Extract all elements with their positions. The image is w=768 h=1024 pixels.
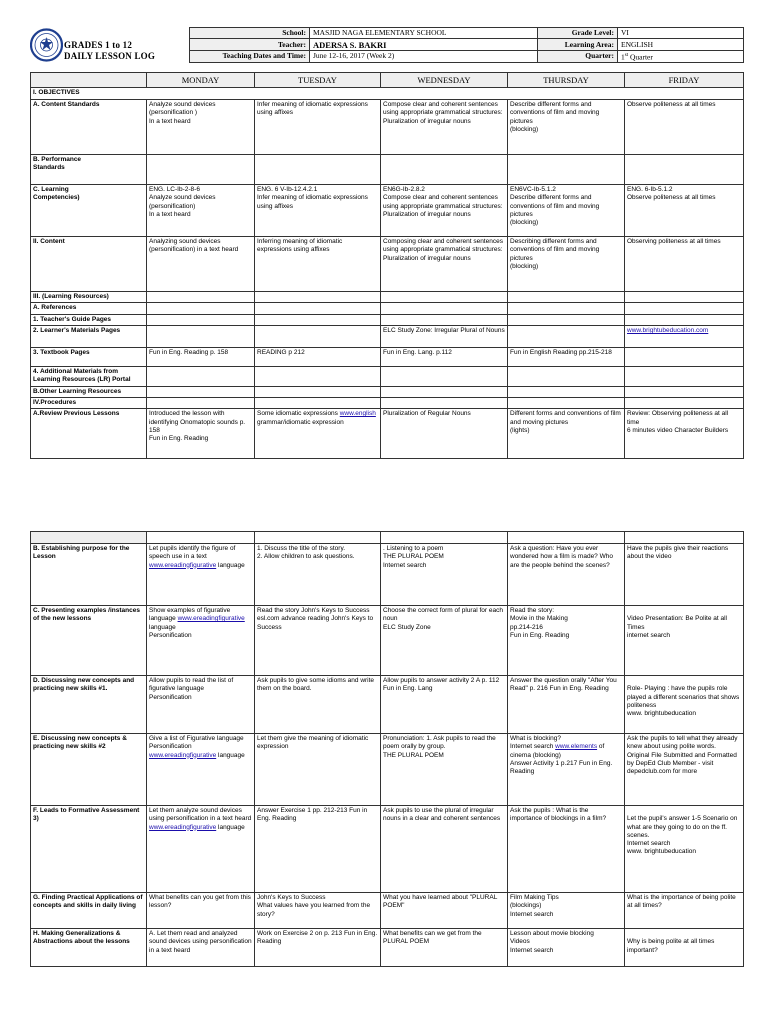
spacer-cell [255, 532, 381, 544]
lesson-log-table-top [30, 72, 744, 459]
day-cell-thursday [508, 303, 625, 314]
day-cell-monday: Analyze sound devices (personification ) In a text heard [147, 100, 255, 155]
day-cell-friday [625, 155, 744, 185]
day-cell-monday: Fun in Eng. Reading p. 158 [147, 347, 255, 366]
web-link[interactable]: www.english [339, 410, 376, 418]
school-value: MASJID NAGA ELEMENTARY SCHOOL [310, 28, 538, 39]
day-cell-friday: Role- Playing : have the pupils role played a different scenarios that shows politeness www. brightubeducation [625, 676, 744, 734]
deped-seal-logo [30, 27, 63, 63]
day-cell-thursday [508, 292, 625, 303]
day-cell-monday [147, 314, 255, 325]
spacer-cell [625, 532, 744, 544]
day-cell-tuesday [255, 155, 381, 185]
day-cell-wednesday: Compose clear and coherent sentences using appropriate grammatical structures: Pluralization of irregular nouns [381, 100, 508, 155]
row-label: II. Content [31, 237, 147, 292]
quarter-label: Quarter: [538, 50, 618, 62]
day-cell-tuesday [255, 325, 381, 347]
lesson-row [31, 734, 744, 806]
lesson-row [31, 366, 744, 386]
day-cell-thursday [508, 386, 625, 397]
day-cell-friday: Why is being polite at all times important? [625, 929, 744, 967]
lesson-row [31, 544, 744, 606]
day-header: TUESDAY [255, 73, 381, 88]
day-cell-friday: Observing politeness at all times [625, 237, 744, 292]
day-cell-friday [625, 366, 744, 386]
lesson-row [31, 676, 744, 734]
lesson-row [31, 100, 744, 155]
spacer-cell [381, 532, 508, 544]
day-cell-wednesday: . Listening to a poem THE PLURAL POEM Internet search [381, 544, 508, 606]
learning-area-label: Learning Area: [538, 39, 618, 50]
day-cell-friday: Review: Observing politeness at all time 6 minutes video Character Builders [625, 409, 744, 459]
day-header: MONDAY [147, 73, 255, 88]
corner-cell [31, 532, 147, 544]
day-cell-thursday [508, 366, 625, 386]
lesson-row [31, 409, 744, 459]
day-cell-tuesday: READING p 212 [255, 347, 381, 366]
day-cell-monday [147, 292, 255, 303]
day-cell-tuesday [255, 314, 381, 325]
day-cell-friday: What is the importance of being polite at all times? [625, 893, 744, 929]
day-cell-tuesday: 1. Discuss the title of the story. 2. Allow children to ask questions. [255, 544, 381, 606]
day-cell-thursday [508, 325, 625, 347]
dates-label: Teaching Dates and Time: [190, 50, 310, 62]
day-header: WEDNESDAY [381, 73, 508, 88]
day-cell-monday: ENG. LC-Ib-2-8-6 Analyze sound devices (personification) In a text heard [147, 185, 255, 237]
row-label: H. Making Generalizations & Abstractions about the lessons [31, 929, 147, 967]
day-cell-wednesday: Pronunciation: 1. Ask pupils to read the poem orally by group. THE PLURAL POEM [381, 734, 508, 806]
day-cell-thursday: Ask a question: Have you ever wondered how a film is made? Who are the people behind the scenes? [508, 544, 625, 606]
day-cell-monday: Introduced the lesson with identifying Onomatopic sounds p. 158 Fun in Eng. Reading [147, 409, 255, 459]
lesson-row [31, 237, 744, 292]
day-cell-friday [625, 398, 744, 409]
day-cell-friday: Have the pupils give their reactions about the video [625, 544, 744, 606]
quarter-value: 1st Quarter [618, 50, 744, 62]
day-header-row [31, 73, 744, 88]
day-cell-thursday: Different forms and conventions of film and moving pictures (lights) [508, 409, 625, 459]
day-cell-wednesday: Choose the correct form of plural for each noun ELC Study Zone [381, 606, 508, 676]
day-cell-friday [625, 292, 744, 303]
title-grades: GRADES 1 to 12 [64, 40, 133, 50]
lesson-row [31, 606, 744, 676]
day-cell-thursday: Lesson about movie blocking Videos Internet search [508, 929, 625, 967]
title-daily-lesson-log: DAILY LESSON LOG [64, 51, 156, 61]
lesson-row [31, 325, 744, 347]
day-cell-tuesday: Work on Exercise 2 on p. 213 Fun in Eng. Reading [255, 929, 381, 967]
day-cell-wednesday [381, 155, 508, 185]
day-cell-wednesday: ELC Study Zone: Irregular Plural of Nouns [381, 325, 508, 347]
day-cell-wednesday: Fun in Eng. Lang. p.112 [381, 347, 508, 366]
teacher-value: ADERSA S. BAKRI [310, 39, 538, 50]
day-cell-friday [625, 303, 744, 314]
lesson-row [31, 292, 744, 303]
lesson-row [31, 303, 744, 314]
day-cell-wednesday [381, 366, 508, 386]
day-cell-wednesday [381, 292, 508, 303]
section-label: I. OBJECTIVES [31, 88, 744, 100]
day-cell-thursday [508, 155, 625, 185]
day-cell-tuesday: Ask pupils to give some idioms and write them on the board. [255, 676, 381, 734]
row-label: B.Other Learning Resources [31, 386, 147, 397]
day-cell-monday: Allow pupils to read the list of figurative language Personification [147, 676, 255, 734]
day-cell-tuesday: Read the story John's Keys to Success esl.com advance reading John's Keys to Success [255, 606, 381, 676]
day-cell-wednesday [381, 398, 508, 409]
day-cell-wednesday: EN6G-Ib-2.8.2 Compose clear and coherent sentences using appropriate grammatical structures: Pluralization of irregular nouns [381, 185, 508, 237]
lesson-log-table-bottom [30, 531, 744, 967]
row-label: C. Learning Competencies) [31, 185, 147, 237]
day-cell-monday [147, 325, 255, 347]
web-link[interactable]: www.ereadingfigurative [149, 823, 217, 831]
row-label: D. Discussing new concepts and practicing new skills #1. [31, 676, 147, 734]
row-label: 4. Additional Materials from Learning Resources (LR) Portal [31, 366, 147, 386]
day-cell-wednesday [381, 386, 508, 397]
day-cell-thursday: Film Making Tips (blockings) Internet search [508, 893, 625, 929]
day-cell-wednesday [381, 303, 508, 314]
day-cell-monday: What benefits can you get from this lesson? [147, 893, 255, 929]
day-cell-tuesday [255, 303, 381, 314]
row-label: 2. Learner's Materials Pages [31, 325, 147, 347]
day-cell-tuesday: Inferring meaning of idiomatic expressions using affixes [255, 237, 381, 292]
lesson-row [31, 806, 744, 893]
day-cell-tuesday [255, 398, 381, 409]
day-cell-friday [625, 386, 744, 397]
row-label: F. Leads to Formative Assessment 3) [31, 806, 147, 893]
day-cell-friday: ENG. 6-Ib-5.1.2 Observe politeness at all times [625, 185, 744, 237]
continuation-header-row [31, 532, 744, 544]
spacer-cell [508, 532, 625, 544]
day-cell-friday: Ask the pupils to tell what they already knew about using polite words. Original File Submitted and Formatted by DepEd Club Member - visit depedclub.com for more [625, 734, 744, 806]
lesson-row [31, 185, 744, 237]
day-cell-wednesday: Ask pupils to use the plural of irregular nouns in a clear and coherent sentences [381, 806, 508, 893]
lesson-row [31, 386, 744, 397]
day-cell-monday: Let them analyze sound devices using personification in a text heard www.ereadingfigurative language [147, 806, 255, 893]
row-label: A.Review Previous Lessons [31, 409, 147, 459]
row-label: A. References [31, 303, 147, 314]
lesson-row [31, 314, 744, 325]
day-cell-thursday [508, 398, 625, 409]
day-cell-thursday: Describing different forms and conventions of film and moving pictures (blocking) [508, 237, 625, 292]
day-cell-friday: Observe politeness at all times [625, 100, 744, 155]
day-cell-monday: Show examples of figurative language www.ereadingfigurative language Personification [147, 606, 255, 676]
day-cell-tuesday [255, 386, 381, 397]
row-label: IV.Procedures [31, 398, 147, 409]
day-cell-monday [147, 155, 255, 185]
spacer-cell [147, 532, 255, 544]
day-cell-monday [147, 303, 255, 314]
section-row [31, 88, 744, 100]
lesson-row [31, 398, 744, 409]
day-cell-tuesday: Infer meaning of idiomatic expressions using affixes [255, 100, 381, 155]
lesson-row [31, 929, 744, 967]
day-cell-friday: Video Presentation: Be Polite at all Times internet search [625, 606, 744, 676]
row-label: G. Finding Practical Applications of concepts and skills in daily living [31, 893, 147, 929]
header-info-table [189, 27, 744, 63]
day-cell-tuesday [255, 366, 381, 386]
dates-value: June 12-16, 2017 (Week 2) [310, 50, 538, 62]
day-cell-monday: Let pupils identify the figure of speech use in a text www.ereadingfigurative language [147, 544, 255, 606]
day-cell-tuesday: ENG. 6 V-Ib-12.4.2.1 Infer meaning of idiomatic expressions using affixes [255, 185, 381, 237]
day-cell-tuesday: Answer Exercise 1 pp. 212-213 Fun in Eng. Reading [255, 806, 381, 893]
day-cell-monday: Analyzing sound devices (personification) in a text heard [147, 237, 255, 292]
day-cell-wednesday: Pluralization of Regular Nouns [381, 409, 508, 459]
day-cell-thursday: Describe different forms and conventions of film and moving pictures (blocking) [508, 100, 625, 155]
day-header: FRIDAY [625, 73, 744, 88]
row-label: B. Performance Standards [31, 155, 147, 185]
grade-level-value: VI [618, 28, 744, 39]
web-link[interactable]: www.ereadingfigurative [177, 615, 245, 623]
corner-cell [31, 73, 147, 88]
web-link[interactable]: www.elements [555, 743, 598, 751]
web-link[interactable]: www.ereadingfigurative [149, 561, 217, 569]
day-cell-monday [147, 398, 255, 409]
day-cell-tuesday: Let them give the meaning of idiomatic expression [255, 734, 381, 806]
day-cell-thursday: Read the story: Movie in the Making pp.214-216 Fun in Eng. Reading [508, 606, 625, 676]
day-cell-friday [625, 314, 744, 325]
day-cell-wednesday [381, 314, 508, 325]
day-cell-tuesday [255, 292, 381, 303]
day-cell-thursday: Answer the question orally "After You Read" p. 216 Fun in Eng. Reading [508, 676, 625, 734]
day-cell-friday: Let the pupil's answer 1-5 Scenario on what are they going to do on the ff. scenes. Internet search www. brightubeducation [625, 806, 744, 893]
row-label: 1. Teacher's Guide Pages [31, 314, 147, 325]
lesson-row [31, 347, 744, 366]
day-header: THURSDAY [508, 73, 625, 88]
day-cell-wednesday: What you have learned about "PLURAL POEM" [381, 893, 508, 929]
learning-area-value: ENGLISH [618, 39, 744, 50]
day-cell-wednesday: Composing clear and coherent sentences using appropriate grammatical structures: Pluralization of irregular nouns [381, 237, 508, 292]
day-cell-thursday: Ask the pupils : What is the importance of blockings in a film? [508, 806, 625, 893]
row-label: A. Content Standards [31, 100, 147, 155]
school-label: School: [190, 28, 310, 39]
row-label: III. (Learning Resources) [31, 292, 147, 303]
day-cell-monday: Give a list of Figurative language Personification www.ereadingfigurative language [147, 734, 255, 806]
day-cell-friday [625, 347, 744, 366]
grade-level-label: Grade Level: [538, 28, 618, 39]
day-cell-tuesday: Some idiomatic expressions www.english grammar/idiomatic expression [255, 409, 381, 459]
day-cell-wednesday: Allow pupils to answer activity 2 A p. 112 Fun in Eng. Lang [381, 676, 508, 734]
document-title [64, 40, 189, 62]
lesson-row [31, 155, 744, 185]
row-label: B. Establishing purpose for the Lesson [31, 544, 147, 606]
day-cell-thursday: What is blocking? Internet search www.elements of cinema (blocking) Answer Activity 1 p.217 Fun in Eng. Reading [508, 734, 625, 806]
lesson-row [31, 893, 744, 929]
day-cell-monday [147, 386, 255, 397]
day-cell-monday: A. Let them read and analyzed sound devices using personification in a text heard [147, 929, 255, 967]
row-label: E. Discussing new concepts & practicing new skills #2 [31, 734, 147, 806]
day-cell-thursday: EN6VC-Ib-5.1.2 Describe different forms and conventions of film and moving pictures (blocking) [508, 185, 625, 237]
day-cell-thursday [508, 314, 625, 325]
day-cell-thursday: Fun in English Reading pp.215-218 [508, 347, 625, 366]
teacher-label: Teacher: [190, 39, 310, 50]
web-link[interactable]: www.brightubeducation.com [627, 326, 709, 334]
day-cell-tuesday: John's Keys to Success What values have you learned from the story? [255, 893, 381, 929]
day-cell-wednesday: What benefits can we get from the PLURAL POEM [381, 929, 508, 967]
day-cell-monday [147, 366, 255, 386]
row-label: C. Presenting examples /instances of the new lessons [31, 606, 147, 676]
row-label: 3. Textbook Pages [31, 347, 147, 366]
web-link[interactable]: www.ereadingfigurative [149, 751, 217, 759]
day-cell-friday [625, 325, 744, 347]
